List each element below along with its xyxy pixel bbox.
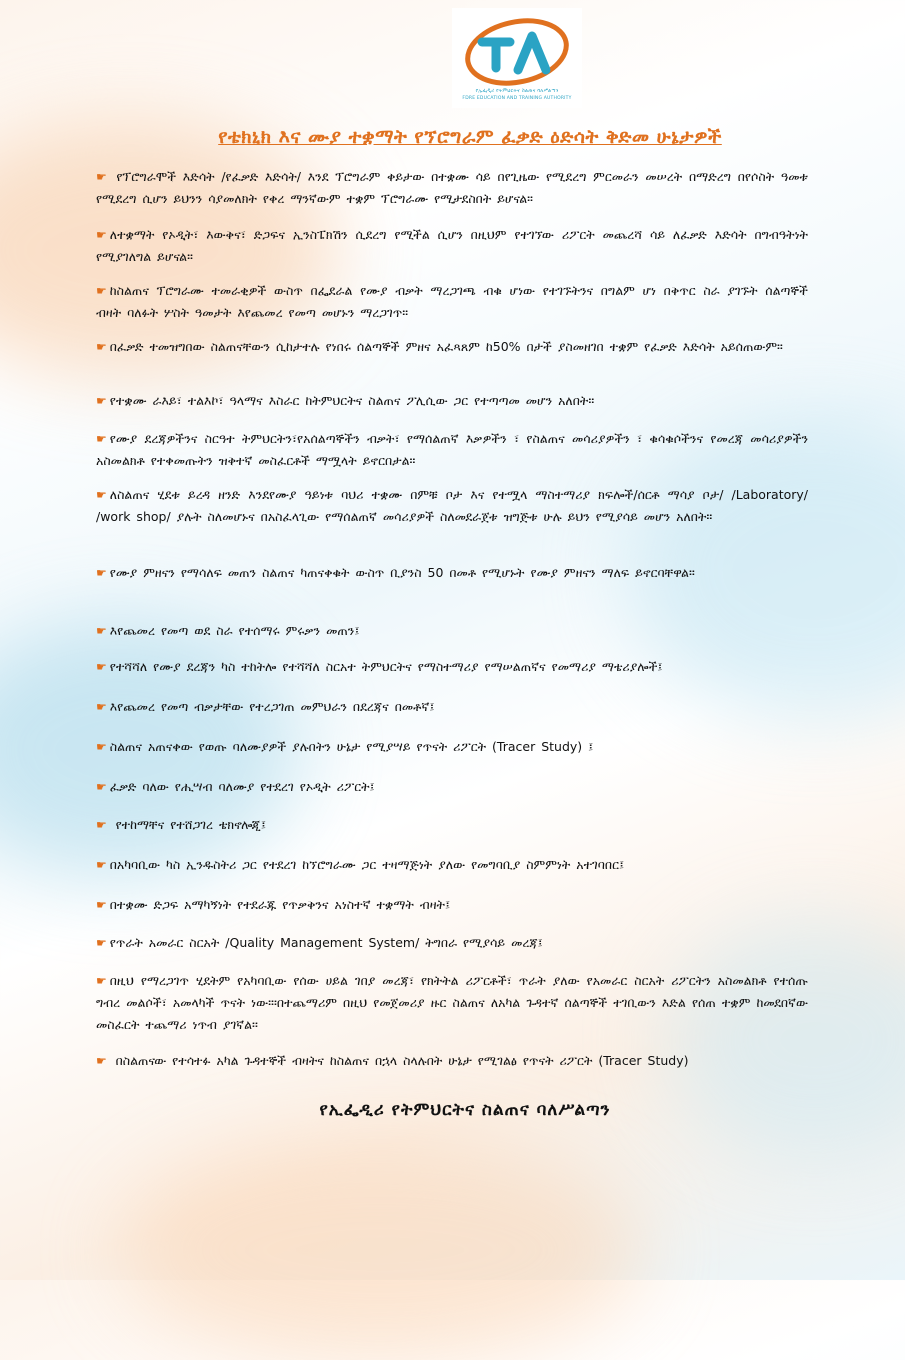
list-item: ☛ በዚህ የማረጋገጥ ሂደትም የአካባቢው የሰው ሀይል ገበያ መረጃ፣ የክትትል ሪፖርቶች፣ ጥራት ያለው የአመራር ስርአት ሪፖርትን አስመልክቶ የተሰጡ ግብረ መልሶች፣ አመላካች ጥናት ነው።፡በተጨማሪም በዚህ የመጀመሪያ ዙር ስልጠና ለአካል ጉዳተኛ ሰልጣኞች ተገቢውን እድል የሰጠ ተቋም ከመደበኛው መስፈርት ተጨማሪ ነጥብ ያገኛል፡፡ — [96, 973, 808, 1032]
pointing-hand-icon: ☛ — [96, 488, 107, 502]
list-item: ☛ የተቋሙ ራእይ፣ ተልእኮ፣ ዓላማና እስራር ከትምህርትና ስልጠና ፖሊሲው ጋር የተጣጣመ መሆን አለበት። — [96, 393, 595, 408]
pointing-hand-icon: ☛ — [96, 936, 107, 950]
pointing-hand-icon: ☛ — [96, 624, 107, 638]
eta-logo-icon — [460, 12, 574, 90]
list-item: ☛ በፈቃድ ተመዝግበው ስልጠናቸውን ሲከታተሉ የነበሩ ሰልጣኞች ምዘና አፈጻጸም ከ50% በታች ያስመዘገበ ተቋም የፈቃድ እድሳት አይሰጠውም። — [96, 339, 783, 354]
list-item: ☛ ከስልጠና ፕሮግራሙ ተመራቂዎች ውስጥ በፌደራል የሙያ ብቃት ማረጋገጫ ብቁ ሆነው የተገኙትንና በግልም ሆነ በቅጥር ስራ ያገኙት ሰልጣኞች ብዛት ባለፉት ሦስት ዓመታት እየጨመረ የመጣ መሆኑን ማረጋገጥ። — [96, 283, 808, 320]
list-item: ☛ ለተቋማት የኦዲት፣ እውቅና፣ ድጋፍና ኢንስፔክሽን ሲደረግ የሚችል ሲሆን በዚህም የተገኘው ሪፖርት መጨረሻ ሳይ ለፈቃድ እድሳት በግብዓትነት የሚያገለግል ይሆናል። — [96, 227, 808, 264]
pointing-hand-icon: ☛ — [96, 284, 107, 298]
pointing-hand-icon: ☛ — [96, 170, 114, 184]
list-item: ☛ ለስልጠና ሂደቱ ይረዳ ዘንድ እንደየሙያ ዓይነቱ ባህሪ ተቋሙ በምቹ ቦታ እና የተሟላ ማስተማሪያ ክፍሎች/ሰርቶ ማሳያ ቦታ/ /Laboratory/ /work shop/ ያሉት ስለመሆኑና በአስፈላጊው የማሰልጠኛ መሳሪያዎች ስለመደራጀቱ ዝግጅቱ ሁሉ ይህን የሚያሳይ መሆን አለበት። — [96, 487, 808, 524]
list-item: ☛ በአካባቢው ካስ ኢንዱስትሪ ጋር የተደረገ ከኘሮግራሙ ጋር ተዛማጅነት ያለው የመግባቢያ ስምምነት አተገባበር፤ — [96, 857, 625, 872]
pointing-hand-icon: ☛ — [96, 974, 107, 988]
pointing-hand-icon: ☛ — [96, 700, 107, 714]
logo-caption-amharic: የኢፌዲሪ የትምህርትና ስልጠና ባለሥልጣን — [475, 88, 559, 94]
logo-caption-english: FDRE EDUCATION AND TRAINING AUTHORITY — [462, 96, 572, 101]
list-item: ☛ የሙያ ደረጃዎችንና ስርዓተ ትምህርትን፣የአሰልጣኞችን ብቃት፣ የማሰልጠኛ እቃዎችን ፣ የስልጠና መሳሪያዎችን ፣ ቁሳቁሶችንና የመረጃ መሳሪያዎችን አስመልክቶ የተቀመጡትን ዝቅተኛ መስፈርቶች ማሟላት ይኖርበታል። — [96, 431, 808, 468]
pointing-hand-icon: ☛ — [96, 228, 107, 242]
pointing-hand-icon: ☛ — [96, 740, 107, 754]
pointing-hand-icon: ☛ — [96, 340, 107, 354]
pointing-hand-icon: ☛ — [96, 780, 107, 794]
list-item: ☛ በተቋሙ ድጋፍ አማካኝነት የተደራጁ የጥቃቅንና አነስተኛ ተቋማት ብዛት፤ — [96, 897, 451, 912]
page-title: የቴክኒክ እና ሙያ ተቋማት የኘሮግራም ፈቃድ ዕድሳት ቅድመ ሁኔታዎች — [218, 126, 722, 148]
pointing-hand-icon: ☛ — [96, 898, 107, 912]
list-item: ☛ እየጨመረ የመጣ ወደ ስራ የተሰማሩ ምሩቃን መጠን፤ — [96, 623, 360, 638]
list-item: ☛ የፕሮግራሞች እድሳት /የፈቃድ እድሳት/ እንደ ፕሮግራም ቀይታው በተቋሙ ሳይ በየጊዜው የሚደረግ ምርመራን መሠረት በማድረግ በየሶስት ዓመቱ የሚደረግ ሲሆን ይህንን ሳያመለክት የቀረ ማንኛውም ተቋም ፕሮግራሙ የሚታደስበት ይሆናል። — [96, 169, 808, 206]
pointing-hand-icon: ☛ — [96, 432, 107, 446]
logo — [452, 8, 582, 108]
list-item: ☛ የተከማቸና የተሸጋገረ ቴክኖሎጂ፤ — [96, 817, 267, 832]
list-item: ☛ ፈቃድ ባለው የሒሣብ ባለሙያ የተደረገ የኦዲት ሪፖርት፤ — [96, 779, 375, 794]
list-item: ☛ የተሻሻለ የሙያ ደረጃን ካስ ተከትሎ የተሻሻለ ስርአተ ትምህርትና የማስተማሪያ የማሠልጠኛና የመማሪያ ማቴሪያሎች፤ — [96, 659, 663, 674]
pointing-hand-icon: ☛ — [96, 566, 107, 580]
pointing-hand-icon: ☛ — [96, 858, 107, 872]
pointing-hand-icon: ☛ — [96, 1054, 113, 1068]
pointing-hand-icon: ☛ — [96, 818, 113, 832]
list-item: ☛ የጥራት አመራር ስርአት /Quality Management System/ ትግበራ የሚያሳይ መረጃ፤ — [96, 935, 543, 950]
list-item: ☛ በስልጠናው የተሳተፉ አካል ጉዳተኞች ብዛትና ከስልጠና በኋላ ስላሉበት ሁኔታ የሚገልፅ የጥናት ሪፖርት (Tracer Study) — [96, 1053, 689, 1068]
footer-authority-name: የኢፌዲሪ የትምህርትና ስልጠና ባለሥልጣን — [319, 1100, 611, 1120]
list-item: ☛ እየጨመረ የመጣ ብቃታቸው የተረጋገጠ መምህራን በደረጃና በመቶኛ፤ — [96, 699, 435, 714]
list-item: ☛ የሙያ ምዘናን የማሳለፍ መጠን ስልጠና ካጠናቀቁት ውስጥ ቢያንስ 50 በመቶ የሚሆኑት የሙያ ምዘናን ማለፍ ይኖርባቸዋል። — [96, 565, 695, 580]
list-item: ☛ ስልጠና አጠናቀው የወጡ ባለሙያዎች ያሉበትን ሁኔታ የሚያሣይ የጥናት ሪፖርት (Tracer Study) ፤ — [96, 739, 594, 754]
pointing-hand-icon: ☛ — [96, 660, 107, 674]
pointing-hand-icon: ☛ — [96, 394, 107, 408]
